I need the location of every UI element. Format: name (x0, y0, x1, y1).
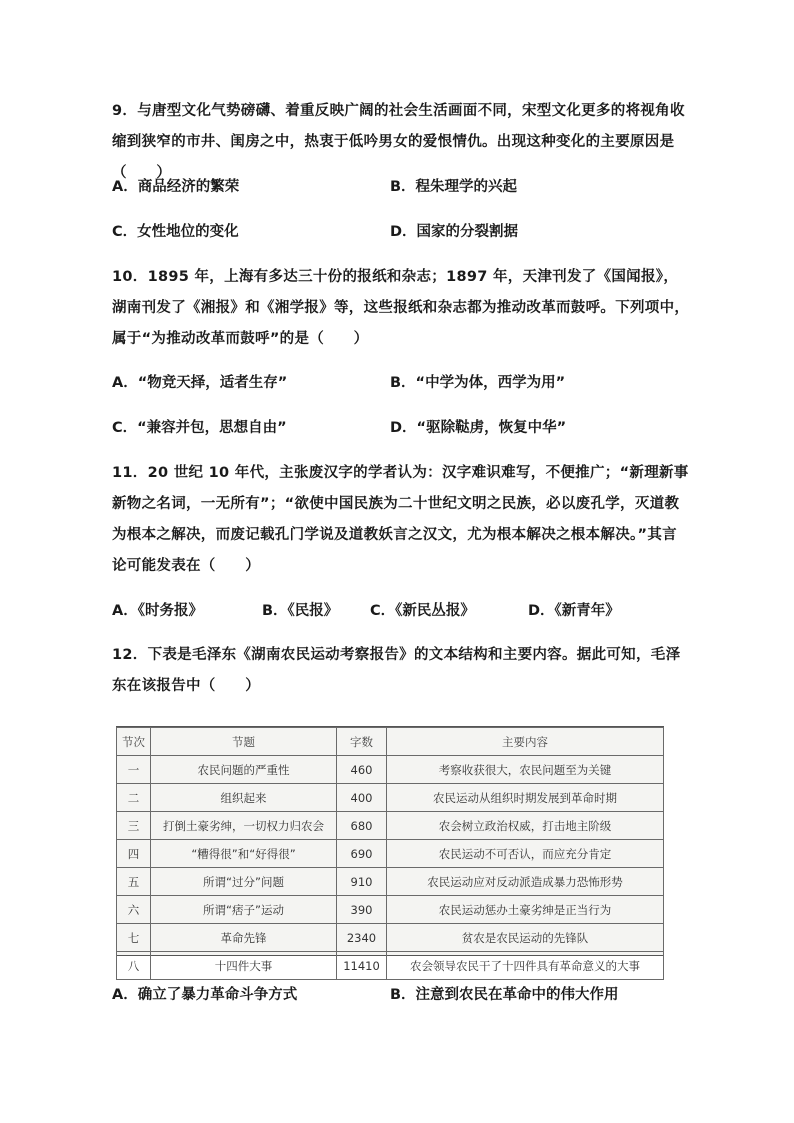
cell-content: 贫农是农民运动的先锋队 (387, 924, 664, 952)
table-row (117, 924, 664, 952)
cell-section: 六 (117, 896, 151, 924)
question-11-stem: 11．20 世纪 10 年代，主张废汉字的学者认为：汉字难识难写，不便推广；“新理新事新物之名词，一无所有”；“欲使中国民族为二十世纪文明之民族，必以废孔学，灭道教为根本之解决，而废记载孔门学说及道教妖言之汉文，尤为根本解决之根本解决。”其言论可能发表在（ ） (112, 465, 689, 574)
cell-title: 十四件大事 (151, 952, 337, 980)
table-row (117, 896, 664, 924)
question-10-option-a[interactable]: A．“物竞天择，适者生存” (112, 375, 288, 391)
cell-word-count: 390 (337, 896, 387, 924)
question-10-option-b[interactable]: B．“中学为体，西学为用” (390, 375, 566, 391)
cell-title: 打倒土豪劣绅，一切权力归农会 (151, 812, 337, 840)
cell-content: 农会领导农民干了十四件具有革命意义的大事 (387, 952, 664, 980)
report-structure-table (116, 726, 664, 973)
cell-title: 农民问题的严重性 (151, 756, 337, 784)
header-section: 节次 (117, 728, 151, 756)
question-12-option-a[interactable]: A．确立了暴力革命斗争方式 (112, 987, 298, 1003)
question-11-option-a[interactable]: A．《时务报》 (112, 603, 203, 619)
question-9-stem: 9．与唐型文化气势磅礴、着重反映广阔的社会生活画面不同，宋型文化更多的将视角收缩到狭窄的市井、闺房之中，热衷于低吟男女的爱恨情仇。出现这种变化的主要原因是（ ） (112, 103, 685, 181)
table-header-row (117, 728, 664, 756)
question-12-stem: 12．下表是毛泽东《湖南农民运动考察报告》的文本结构和主要内容。据此可知，毛泽东在该报告中（ ） (112, 647, 681, 694)
cell-title: 所谓“痞子”运动 (151, 896, 337, 924)
cell-content: 考察收获很大，农民问题至为关键 (387, 756, 664, 784)
table-row (117, 756, 664, 784)
cell-section: 四 (117, 840, 151, 868)
table-row (117, 840, 664, 868)
cell-content: 农民运动不可否认，而应充分肯定 (387, 840, 664, 868)
question-9-option-d[interactable]: D．国家的分裂割据 (390, 224, 519, 240)
cell-title: 组织起来 (151, 784, 337, 812)
table-row (117, 952, 664, 980)
question-9-option-c[interactable]: C．女性地位的变化 (112, 224, 239, 240)
question-9-option-b[interactable]: B．程朱理学的兴起 (390, 179, 518, 195)
header-title: 节题 (151, 728, 337, 756)
cell-section: 三 (117, 812, 151, 840)
cell-section: 五 (117, 868, 151, 896)
cell-title: 所谓“过分”问题 (151, 868, 337, 896)
header-content: 主要内容 (387, 728, 664, 756)
cell-word-count: 11410 (337, 952, 387, 980)
cell-word-count: 690 (337, 840, 387, 868)
question-11-option-c[interactable]: C．《新民丛报》 (370, 603, 475, 619)
question-10-stem: 10．1895 年，上海有多达三十份的报纸和杂志；1897 年，天津刊发了《国闻报》，湖南刊发了《湘报》和《湘学报》等，这些报纸和杂志都为推动改革而鼓呼。下列项中，属于“为推动改革而鼓呼”的是（ ） (112, 269, 690, 347)
cell-section: 八 (117, 952, 151, 980)
cell-title: 革命先锋 (151, 924, 337, 952)
question-9-option-a[interactable]: A．商品经济的繁荣 (112, 179, 240, 195)
cell-word-count: 910 (337, 868, 387, 896)
table-row (117, 868, 664, 896)
question-10-option-d[interactable]: D．“驱除鞑虏，恢复中华” (390, 420, 567, 436)
question-11-option-b[interactable]: B．《民报》 (262, 603, 339, 619)
question-11-option-d[interactable]: D．《新青年》 (528, 603, 620, 619)
cell-content: 农民运动应对反动派造成暴力恐怖形势 (387, 868, 664, 896)
table-row (117, 812, 664, 840)
cell-word-count: 400 (337, 784, 387, 812)
question-10-option-c[interactable]: C．“兼容并包，思想自由” (112, 420, 287, 436)
cell-section: 一 (117, 756, 151, 784)
cell-section: 二 (117, 784, 151, 812)
cell-section: 七 (117, 924, 151, 952)
cell-title: “糟得很”和“好得很” (151, 840, 337, 868)
question-12-option-b[interactable]: B．注意到农民在革命中的伟大作用 (390, 987, 619, 1003)
cell-word-count: 2340 (337, 924, 387, 952)
table-row (117, 784, 664, 812)
cell-content: 农会树立政治权威，打击地主阶级 (387, 812, 664, 840)
cell-content: 农民运动惩办土豪劣绅是正当行为 (387, 896, 664, 924)
header-word-count: 字数 (337, 728, 387, 756)
cell-word-count: 680 (337, 812, 387, 840)
cell-word-count: 460 (337, 756, 387, 784)
cell-content: 农民运动从组织时期发展到革命时期 (387, 784, 664, 812)
